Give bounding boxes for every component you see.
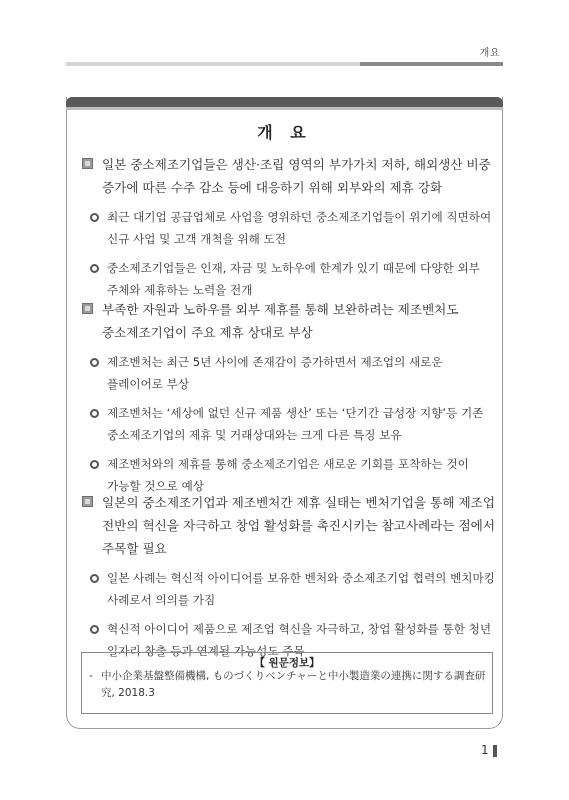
square-bullet-icon [82,158,93,169]
circle-bullet-icon [90,625,99,634]
square-bullet-icon [82,496,93,507]
list-item [80,258,500,301]
section-lead-text: 일본의 중소제조기업과 제조벤처간 제휴 실태는 벤처기업을 통해 제조업 전반의 혁신을 자극하고 창업 활성화를 촉진시키는 참고사례라는 점에서 주목할 필요 [102,495,495,556]
circle-bullet-icon [90,574,99,583]
panel-title: 개 요 [257,123,312,142]
section-3 [80,491,500,662]
section-lead-text: 부족한 자원과 노하우를 외부 제휴를 통해 보완하려는 제조벤처도 중소제조기업이 주요 제휴 상대로 부상 [102,302,459,340]
header-rule [66,62,503,66]
list-item-text: 혁신적 아이디어 제품으로 제조업 혁신을 자극하고, 창업 활성화를 통한 청년 일자리 창출 등과 연계될 가능성도 주목 [107,622,492,658]
circle-bullet-icon [90,358,99,367]
running-title: 개요 [479,48,500,59]
page-number: 1 [481,743,489,757]
list-item-text: 제조벤처는 ‘세상에 없던 신규 제품 생산’ 또는 ‘단기간 급성장 지향’등 기존 중소제조기업의 제휴 및 거래상대와는 크게 다른 특징 보유 [107,406,484,442]
list-item [80,352,500,395]
section-lead [80,491,500,560]
section-lead-text: 일본 중소제조기업들은 생산·조립 영역의 부가가치 저하, 해외생산 비중 증가에 따른 수주 감소 등에 대응하기 위해 외부와의 제휴 강화 [102,157,491,195]
square-bullet-icon [82,303,93,314]
list-item-text: 제조벤처와의 제휴를 통해 중소제조기업은 새로운 기회를 포착하는 것이 가능할 것으로 예상 [107,457,469,493]
citation-text: 中小企業基盤整備機構, ものづくりベンチャーと中小製造業の連携に関する調査研究, 2018.3 [101,670,486,699]
citation-dash: - [89,670,93,682]
header-rule-accent [360,62,503,66]
section-lead [80,298,500,344]
list-item [80,207,500,250]
list-item [80,403,500,446]
section-1 [80,153,500,301]
page-marker [493,745,497,757]
circle-bullet-icon [90,213,99,222]
circle-bullet-icon [90,264,99,273]
section-lead [80,153,500,199]
circle-bullet-icon [90,460,99,469]
section-2 [80,298,500,497]
source-info-title: 【 원문정보】 [254,657,320,669]
list-item-text: 제조벤처는 최근 5년 사이에 존재감이 증가하면서 제조업의 새로운 플레이어로 부상 [107,355,443,391]
panel-top-stripe [66,107,503,110]
panel-top-bar [66,97,503,107]
list-item-text: 최근 대기업 공급업체로 사업을 영위하던 중소제조기업들이 위기에 직면하여 신규 사업 및 고객 개척을 위해 도전 [107,210,492,246]
source-citation [89,668,487,702]
circle-bullet-icon [90,409,99,418]
list-item [80,568,500,611]
list-item-text: 중소제조기업들은 인재, 자금 및 노하우에 한계가 있기 때문에 다양한 외부 주체와 제휴하는 노력을 전개 [107,261,480,297]
list-item-text: 일본 사례는 혁신적 아이디어를 보유한 벤처와 중소제조기업 협력의 벤치마킹 사례로서 의의를 가짐 [107,571,495,607]
